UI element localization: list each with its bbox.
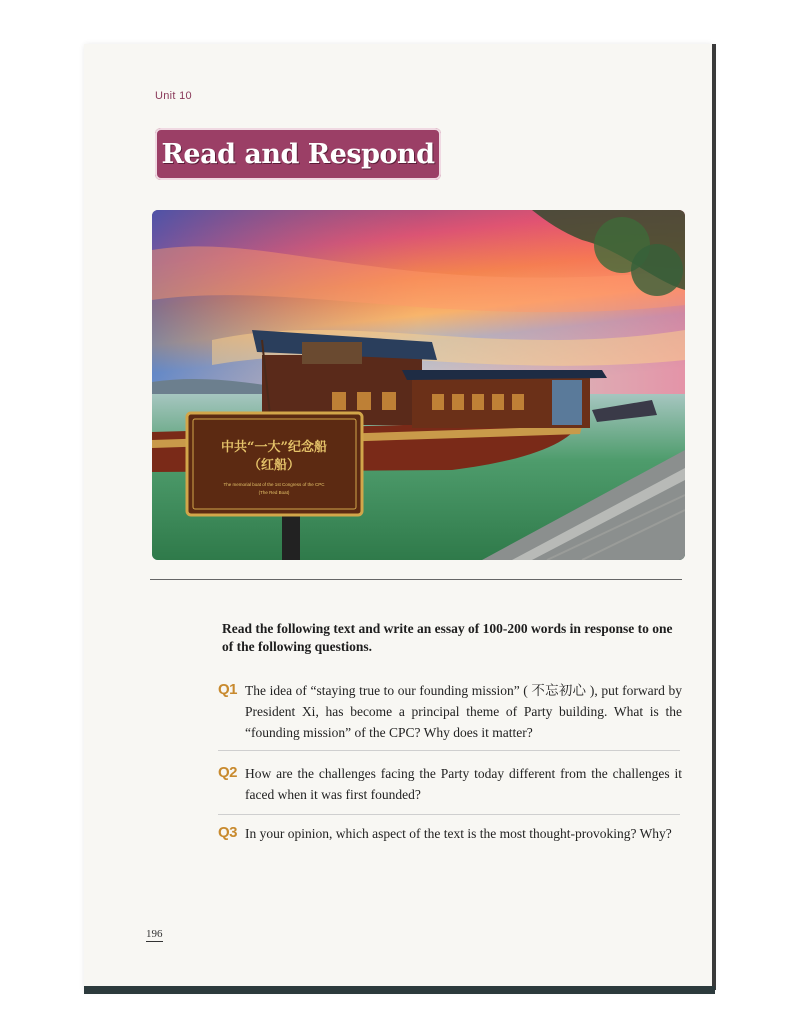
section-title: Read and Respond: [161, 138, 435, 170]
question-tag: Q3: [218, 824, 238, 841]
page-bottom-edge: [84, 986, 715, 994]
essay-instruction: Read the following text and write an essay of 100-200 words in response to one of the following questions.: [222, 621, 673, 654]
question-tag: Q1: [218, 681, 238, 698]
sign-english-title: The memorial boat of the 1st Congress of the CPC: [223, 482, 325, 487]
section-banner: [155, 128, 441, 180]
question-text: How are the challenges facing the Party today different from the challenges it faced when it was first founded?: [245, 766, 682, 802]
sign-chinese-title: 中共“一大”纪念船: [221, 440, 327, 455]
question-text: In your opinion, which aspect of the text is the most thought-provoking? Why?: [245, 826, 672, 841]
sign-chinese-subtitle: （红船）: [247, 458, 301, 473]
section-divider: [150, 579, 682, 580]
red-boat-photo: [152, 210, 685, 560]
question-tag: Q2: [218, 764, 238, 781]
unit-label: Unit 10: [155, 90, 192, 102]
sign-english-subtitle: (The Red Boat): [258, 490, 290, 495]
question-text: The idea of “staying true to our founding mission” ( 不忘初心 ), put forward by President Xi, has become a principal theme of Party building. What is the “founding mission” of the CPC? Why does it matter?: [245, 683, 682, 740]
question-divider: [218, 814, 680, 815]
page-number: 196: [146, 928, 163, 940]
question-divider: [218, 750, 680, 751]
